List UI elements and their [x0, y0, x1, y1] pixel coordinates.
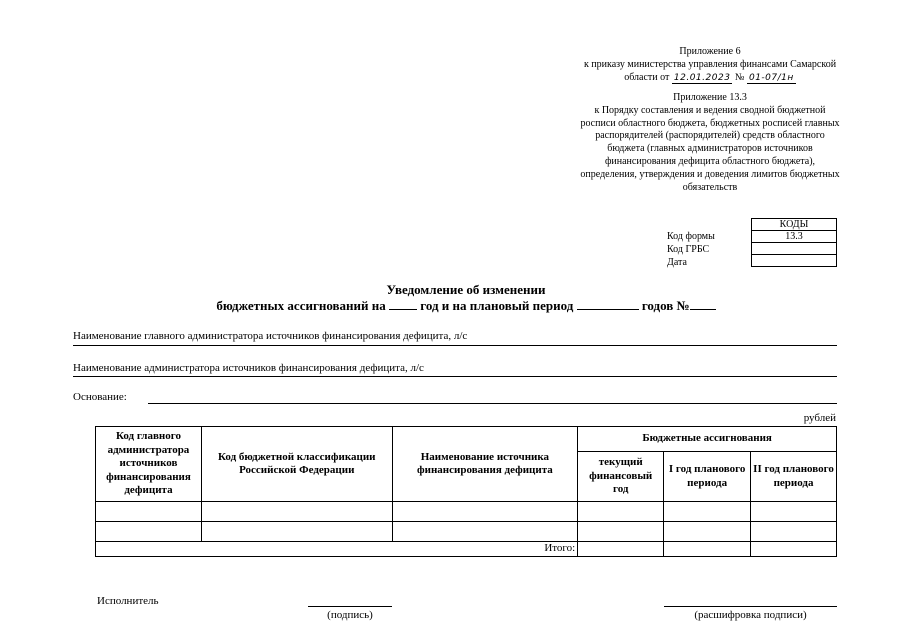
planning-period-blank[interactable]: [577, 309, 639, 310]
table-cell[interactable]: [392, 522, 578, 542]
decoding-line[interactable]: [664, 606, 837, 607]
year-blank[interactable]: [389, 309, 417, 310]
table-cell[interactable]: [96, 502, 202, 522]
title-line-2-part-c: годов: [641, 298, 674, 313]
appendix6-order: к приказу министерства управления финансами Самарской: [583, 58, 837, 70]
col-header-budget-allocations: Бюджетные ассигнования: [578, 427, 837, 452]
table-row: [96, 502, 837, 522]
table-cell[interactable]: [201, 522, 392, 542]
document-number-blank[interactable]: [690, 309, 716, 310]
admin-label: Наименование администратора источников финансирования дефицита, л/с: [73, 362, 424, 374]
handwritten-date: 12.01.2023: [673, 72, 731, 83]
table-cell[interactable]: [578, 502, 664, 522]
appendix13-line-4: бюджета (главных администраторов источников: [607, 143, 813, 155]
form-code-value: 13.3: [752, 231, 837, 243]
table-cell[interactable]: [392, 502, 578, 522]
basis-line[interactable]: [148, 403, 837, 404]
main-admin-line[interactable]: [73, 345, 837, 346]
grbs-code-label: Код ГРБС: [667, 244, 710, 255]
table-cell[interactable]: [664, 502, 751, 522]
codes-table: [751, 218, 837, 267]
title-line-2-part-b: год и на плановый период: [420, 298, 574, 313]
codes-header: КОДЫ: [752, 219, 837, 231]
codes-labels: [667, 230, 715, 269]
executor-label: Исполнитель: [97, 595, 159, 607]
decoding-caption: (расшифровка подписи): [694, 609, 807, 621]
table-cell[interactable]: [751, 502, 837, 522]
col-header-budget-code: Код бюджетной классификации Российской Федерации: [201, 427, 392, 502]
appendix6-block: [580, 46, 840, 84]
grbs-code-value[interactable]: [752, 243, 837, 255]
table-cell[interactable]: [578, 522, 664, 542]
table-cell[interactable]: [751, 522, 837, 542]
admin-line[interactable]: [73, 376, 837, 377]
appendix6-title: Приложение 6: [679, 46, 741, 57]
table-cell[interactable]: [201, 502, 392, 522]
date-value[interactable]: [752, 255, 837, 267]
signature-caption: (подпись): [327, 609, 373, 621]
total-plan-year-2[interactable]: [751, 542, 837, 557]
total-label: Итого:: [96, 542, 578, 557]
assignments-table: [95, 426, 837, 557]
date-label: Дата: [667, 257, 687, 268]
col-header-plan-year-1: I год планового периода: [664, 452, 751, 502]
title-line-1: Уведомление об изменении: [386, 282, 546, 297]
total-plan-year-1[interactable]: [664, 542, 751, 557]
appendix13-line-7: обязательств: [682, 181, 738, 193]
col-header-plan-year-2: II год планового периода: [751, 452, 837, 502]
col-header-source-name: Наименование источника финансирования дефицита: [392, 427, 578, 502]
title-line-2-part-a: бюджетных ассигнований на: [216, 298, 386, 313]
appendix6-date-prefix: области от: [624, 71, 670, 83]
appendix13-title: Приложение 13.3: [673, 92, 747, 103]
appendix6-date-line: [580, 72, 840, 85]
title-number-sign: №: [676, 298, 690, 313]
appendix13-line-2: росписи областного бюджета, бюджетных росписей главных: [580, 117, 840, 129]
appendix13-line-1: к Порядку составления и ведения сводной бюджетной: [594, 104, 826, 116]
table-row: [96, 522, 837, 542]
total-current-year[interactable]: [578, 542, 664, 557]
basis-label: Основание:: [73, 391, 127, 403]
form-code-label: Код формы: [667, 231, 715, 242]
units-label: рублей: [803, 412, 836, 424]
main-admin-label: Наименование главного администратора источников финансирования дефицита, л/с: [73, 330, 468, 342]
table-cell[interactable]: [96, 522, 202, 542]
appendix13-line-3: распорядителей (распорядителей) средств областного: [595, 130, 825, 142]
title-line-2: [95, 298, 837, 314]
appendix13-block: [575, 92, 845, 194]
appendix13-line-6: определения, утверждения и доведения лимитов бюджетных: [580, 168, 840, 180]
col-header-main-admin-code: Код главного администратора источников финансирования дефицита: [96, 427, 202, 502]
col-header-current-year: текущий финансовый год: [578, 452, 664, 502]
handwritten-number: 01-07/1н: [748, 72, 794, 83]
signature-line[interactable]: [308, 606, 392, 607]
table-cell[interactable]: [664, 522, 751, 542]
appendix13-line-5: финансирования дефицита областного бюджета),: [604, 155, 816, 167]
document-title: [95, 282, 837, 314]
number-sign: №: [734, 71, 745, 83]
total-row: [96, 542, 837, 557]
